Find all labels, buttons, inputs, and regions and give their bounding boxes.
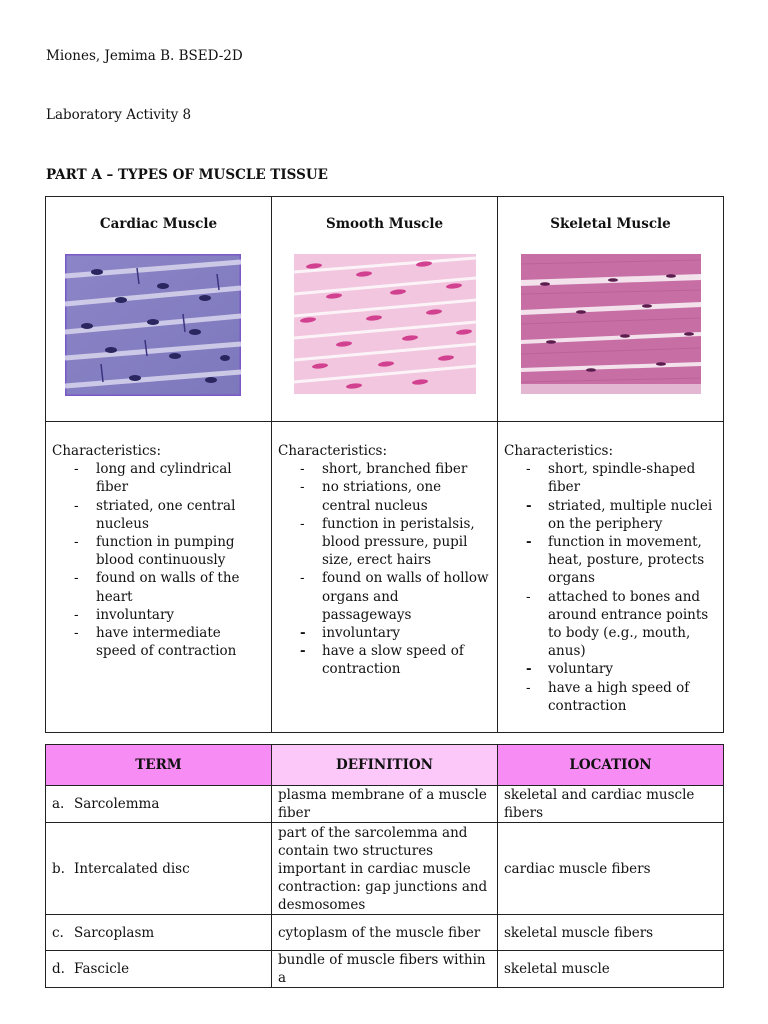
- term-cell: [46, 951, 272, 988]
- trait-item: - have intermediate speed of contraction: [74, 624, 265, 660]
- header-term: TERM: [46, 745, 272, 786]
- smooth-muscle-micrograph: [294, 254, 476, 394]
- row-letter: d.: [52, 961, 65, 977]
- trait-item: - have a slow speed of contraction: [300, 642, 491, 678]
- term-cell: [46, 823, 272, 915]
- table-row: [46, 823, 724, 915]
- term-text: Intercalated disc: [74, 860, 190, 877]
- characteristics-label: Characteristics:: [278, 443, 388, 459]
- trait-item: - function in movement, heat, posture, protects organs: [526, 533, 717, 588]
- part-a-title: PART A – TYPES OF MUSCLE TISSUE: [46, 167, 328, 183]
- trait-item: - involuntary: [300, 624, 491, 642]
- cardiac-image-cell: [46, 197, 272, 422]
- skeletal-characteristics: [498, 422, 724, 733]
- muscle-tissue-table: [45, 196, 724, 733]
- row-letter: b.: [52, 860, 65, 877]
- term-cell: [46, 915, 272, 951]
- trait-item: - have a high speed of contraction: [526, 679, 717, 715]
- author-name: Miones, Jemima B. BSED-2D: [46, 48, 243, 64]
- trait-item: - long and cylindrical fiber: [74, 460, 265, 496]
- definition-cell: cytoplasm of the muscle fiber: [272, 915, 498, 951]
- trait-item: - short, branched fiber: [300, 460, 491, 478]
- smooth-image-cell: [272, 197, 498, 422]
- trait-item: - striated, multiple nuclei on the periphery: [526, 497, 717, 533]
- table-row: [46, 915, 724, 951]
- activity-title: Laboratory Activity 8: [46, 107, 192, 123]
- definition-cell: plasma membrane of a muscle fiber: [272, 786, 498, 823]
- row-letter: c.: [52, 924, 64, 941]
- cardiac-heading: Cardiac Muscle: [99, 216, 218, 232]
- term-text: Sarcoplasm: [74, 924, 155, 941]
- trait-item: - striated, one central nucleus: [74, 497, 265, 533]
- smooth-heading: Smooth Muscle: [325, 216, 444, 232]
- definition-cell: part of the sarcolemma and contain two structures important in cardiac muscle contraction: gap junctions and desmosomes: [272, 823, 498, 915]
- cardiac-characteristics: [46, 422, 272, 733]
- skeletal-image-cell: [498, 197, 724, 422]
- terms-table: [45, 744, 724, 988]
- location-cell: cardiac muscle fibers: [498, 823, 724, 915]
- trait-item: - voluntary: [526, 660, 717, 678]
- location-cell: skeletal muscle fibers: [498, 915, 724, 951]
- location-cell: skeletal muscle: [498, 951, 724, 988]
- trait-item: - short, spindle-shaped fiber: [526, 460, 717, 496]
- cardiac-muscle-micrograph: [65, 254, 241, 396]
- table-row: [46, 951, 724, 988]
- characteristics-label: Characteristics:: [52, 443, 162, 459]
- table-row: [46, 786, 724, 823]
- trait-item: - no striations, one central nucleus: [300, 478, 491, 514]
- trait-item: - function in peristalsis, blood pressure, pupil size, erect hairs: [300, 515, 491, 570]
- trait-item: - attached to bones and around entrance points to body (e.g., mouth, anus): [526, 588, 717, 661]
- trait-item: - function in pumping blood continuously: [74, 533, 265, 569]
- trait-item: - involuntary: [74, 606, 265, 624]
- term-text: Fascicle: [74, 961, 130, 977]
- header-location: LOCATION: [498, 745, 724, 786]
- terms-header-row: [46, 745, 724, 786]
- row-letter: a.: [52, 796, 65, 812]
- characteristics-label: Characteristics:: [504, 443, 614, 459]
- trait-item: - found on walls of the heart: [74, 569, 265, 605]
- definition-cell: bundle of muscle fibers within a: [272, 951, 498, 988]
- trait-item: - found on walls of hollow organs and passageways: [300, 569, 491, 624]
- header-definition: DEFINITION: [272, 745, 498, 786]
- skeletal-heading: Skeletal Muscle: [550, 216, 671, 232]
- term-text: Sarcolemma: [74, 796, 160, 812]
- skeletal-muscle-micrograph: [521, 254, 701, 394]
- smooth-characteristics: [272, 422, 498, 733]
- term-cell: [46, 786, 272, 823]
- location-cell: skeletal and cardiac muscle fibers: [498, 786, 724, 823]
